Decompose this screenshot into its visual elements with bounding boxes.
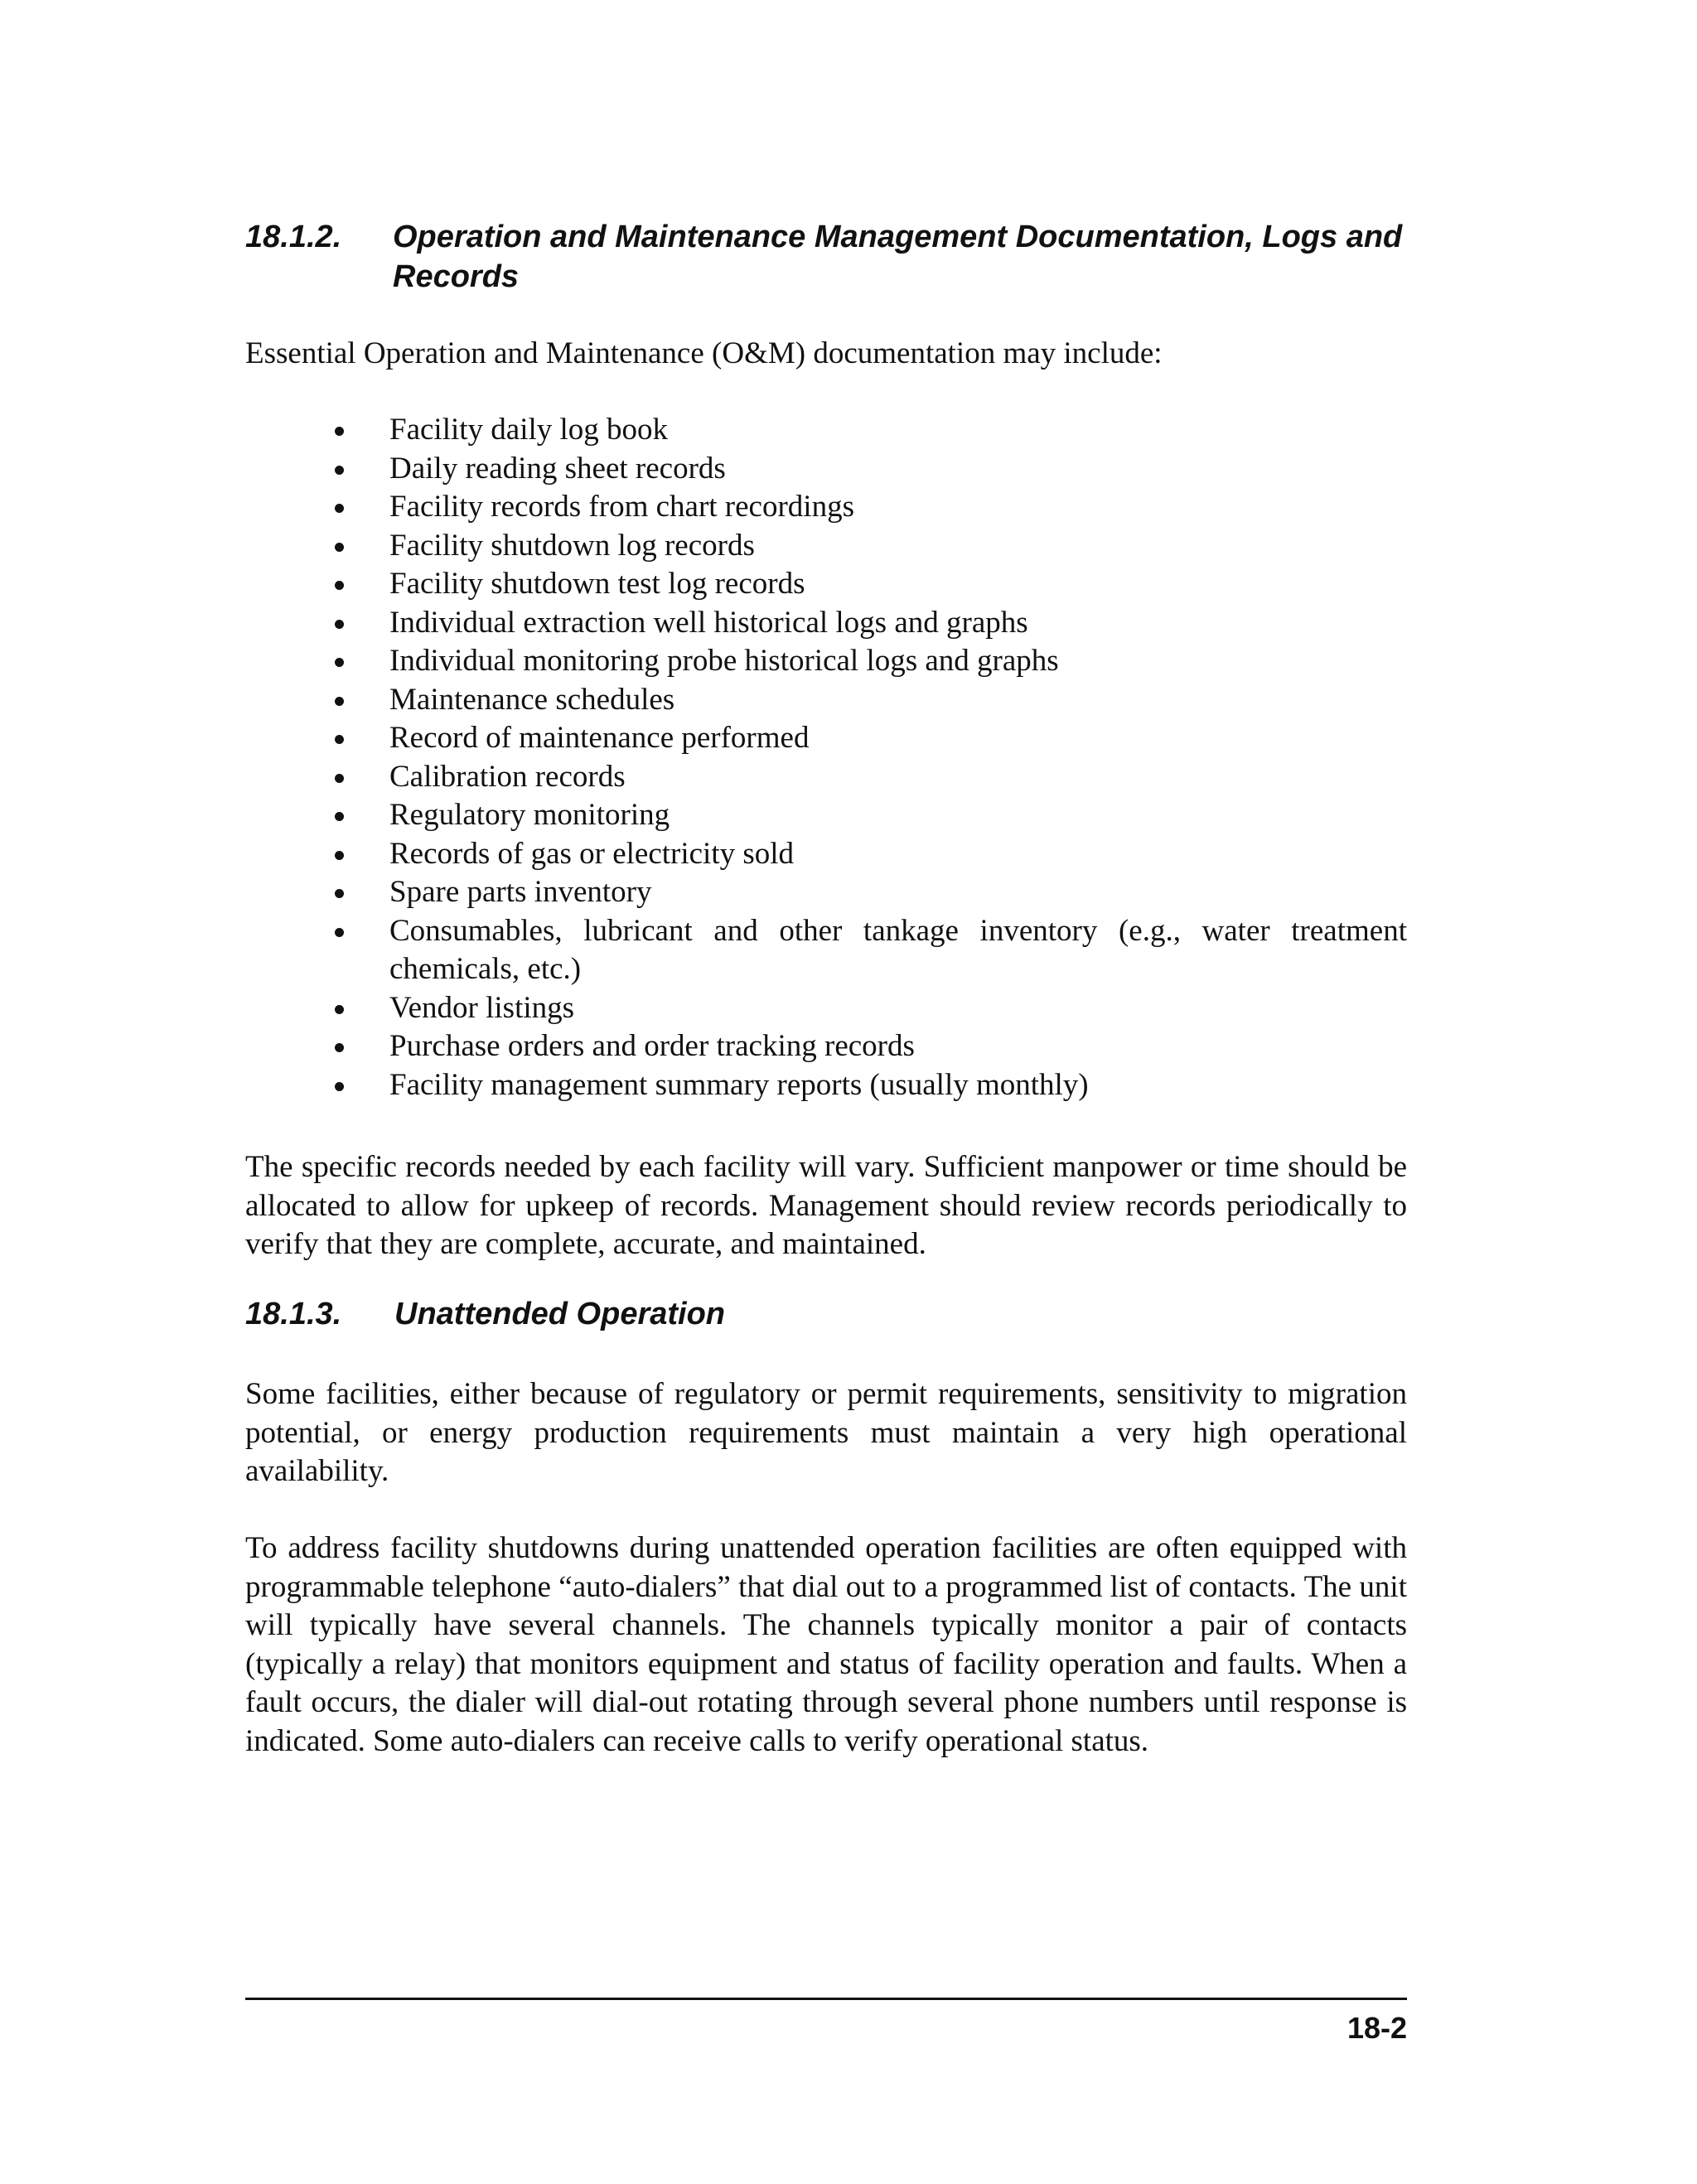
bullet-icon [335,1082,344,1091]
footer-divider [245,1998,1407,2000]
list-item: Daily reading sheet records [335,450,1407,489]
bullet-icon [335,427,344,436]
autodialers-paragraph: To address facility shutdowns during unattended operation facilities are often equipped with programmable telephone “auto-dialers” that dial out to a programmed list of contacts. The unit will typically have several channels. The channels typically monitor a pair of contacts (typically a relay) that monitors equipment and status of facility operation and faults. When a fault occurs, the dialer will dial-out rotating through several phone numbers until response is indicated. Some auto-dialers can receive calls to verify operational status. [245,1531,1407,1758]
documentation-list [335,411,1407,1104]
bullet-icon [335,658,344,667]
list-item: Facility daily log book [335,411,1407,450]
bullet-icon [335,581,344,590]
bullet-icon [335,812,344,821]
bullet-icon [335,543,344,552]
section-heading-18-1-2 [245,217,1422,297]
bullet-icon [335,774,344,783]
list-item: Facility management summary reports (usually monthly) [335,1066,1407,1105]
list-item: Maintenance schedules [335,681,1407,720]
section-number: 18.1.2. [245,220,342,254]
section-number: 18.1.3. [245,1297,342,1331]
list-item: Purchase orders and order tracking records [335,1027,1407,1066]
bullet-icon [335,928,344,937]
section-title: Unattended Operation [394,1297,726,1331]
list-item: Facility shutdown log records [335,527,1407,566]
list-item: Regulatory monitoring [335,796,1407,835]
records-paragraph: The specific records needed by each facility will vary. Sufficient manpower or time should be allocated to allow for upkeep of records. Management should review records periodically to verify that they are complete, accurate, and maintained. [245,1150,1407,1261]
bullet-icon [335,697,344,706]
list-item: Individual extraction well historical logs and graphs [335,604,1407,643]
page-number: 18-2 [1346,2011,1407,2045]
bullet-icon [335,735,344,744]
bullet-icon [335,1043,344,1052]
list-item: Vendor listings [335,989,1407,1028]
bullet-icon [335,620,344,629]
list-item: Record of maintenance performed [335,719,1407,758]
intro-text: Essential Operation and Maintenance (O&M) documentation may include: [245,336,1163,370]
facilities-paragraph: Some facilities, either because of regulatory or permit requirements, sensitivity to migration potential, or energy production requirements must maintain a very high operational availability. [245,1377,1407,1488]
list-item: Spare parts inventory [335,873,1407,912]
bullet-icon [335,851,344,860]
list-item: Records of gas or electricity sold [335,835,1407,874]
bullet-icon [335,466,344,475]
list-item: Individual monitoring probe historical logs and graphs [335,642,1407,681]
bullet-icon [335,504,344,513]
bullet-icon [335,1005,344,1014]
list-item: Facility shutdown test log records [335,565,1407,604]
list-item: Calibration records [335,758,1407,797]
bullet-icon [335,889,344,898]
list-item: Consumables, lubricant and other tankage inventory (e.g., water treatment chemicals, etc.) [335,912,1407,989]
section-heading-18-1-3 [245,1294,1074,1334]
section-title: Operation and Maintenance Management Documentation, Logs and Records [393,220,1403,294]
list-item: Facility records from chart recordings [335,488,1407,527]
